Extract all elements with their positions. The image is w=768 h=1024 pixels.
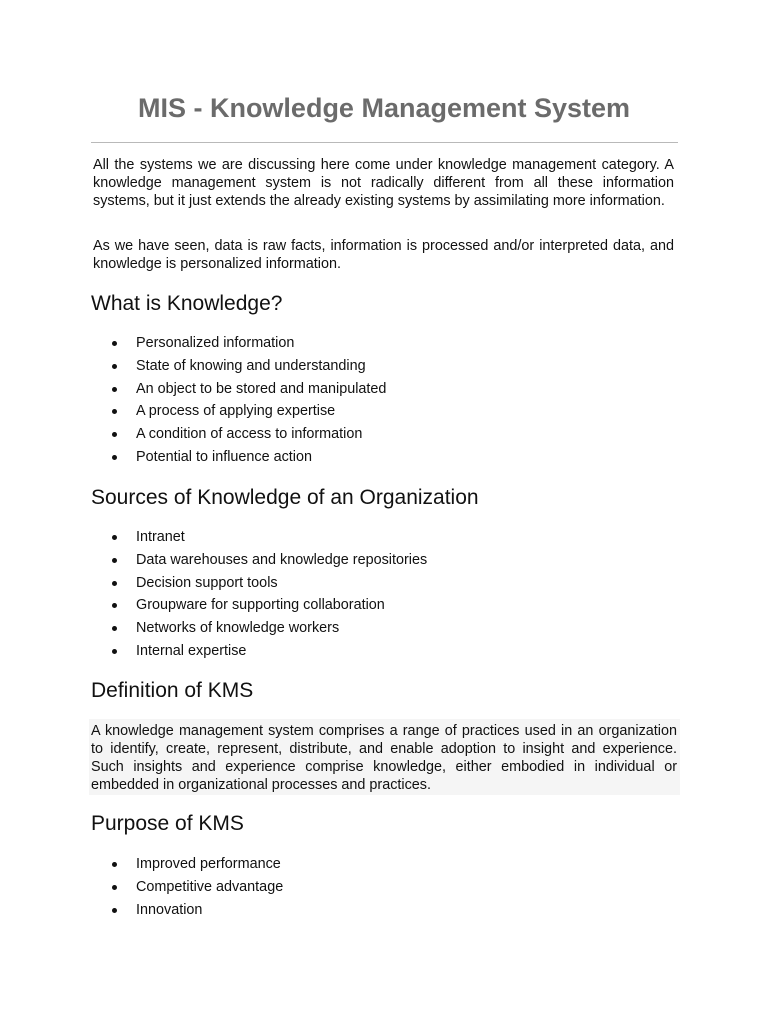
list-item-text: Innovation: [136, 901, 203, 918]
bullet-icon: [112, 409, 117, 414]
list-item: [112, 853, 283, 876]
list-item-text: A condition of access to information: [136, 426, 363, 443]
list-item: [112, 617, 427, 640]
list-item: [112, 378, 386, 401]
list-item: [112, 423, 386, 446]
list-item-text: Personalized information: [136, 335, 295, 351]
list-item-text: Intranet: [136, 529, 185, 545]
bullet-icon: [112, 862, 117, 867]
list-item-text: Internal expertise: [136, 642, 247, 659]
purpose-of-kms-list: [112, 853, 283, 921]
list-item: [112, 572, 427, 595]
intro-paragraph-2: As we have seen, data is raw facts, information is processed and/or interpreted data, and knowledge is personalized information.: [93, 238, 674, 272]
bullet-icon: [112, 908, 117, 913]
list-item: [112, 876, 283, 899]
list-item: [112, 400, 386, 423]
list-item: [112, 446, 386, 469]
list-item: [112, 332, 386, 355]
bullet-icon: [112, 885, 117, 890]
list-item-text: Groupware for supporting collaboration: [136, 597, 385, 614]
list-item-text: Data warehouses and knowledge repositories: [136, 551, 428, 568]
list-item-text: Decision support tools: [136, 574, 278, 591]
list-item-text: An object to be stored and manipulated: [136, 380, 387, 397]
bullet-icon: [112, 649, 117, 654]
section-heading-what-is-knowledge: What is Knowledge?: [91, 292, 283, 315]
list-item: [112, 549, 427, 572]
list-item: [112, 594, 427, 617]
bullet-icon: [112, 455, 117, 460]
list-item: [112, 640, 427, 663]
list-item-text: State of knowing and understanding: [136, 357, 366, 374]
section-heading-definition-of-kms: Definition of KMS: [91, 679, 254, 702]
list-item: [112, 899, 283, 922]
definition-paragraph: A knowledge management system comprises a range of practices used in an organization to identify, create, represent, distribute, and enable adoption to insight and experience. Such insights and experience comprise knowledge, either embodied in individual or embedded in organizational processes and practices.: [91, 723, 677, 793]
bullet-icon: [112, 581, 117, 586]
list-item: [112, 355, 386, 378]
list-item-text: Networks of knowledge workers: [136, 620, 340, 637]
bullet-icon: [112, 603, 117, 608]
bullet-icon: [112, 535, 117, 540]
bullet-icon: [112, 364, 117, 369]
list-item-text: Improved performance: [136, 856, 281, 872]
bullet-icon: [112, 387, 117, 392]
page-title: MIS - Knowledge Management System: [137, 93, 631, 123]
list-item: [112, 526, 427, 549]
what-is-knowledge-list: [112, 332, 386, 469]
bullet-icon: [112, 558, 117, 563]
intro-paragraph-1: All the systems we are discussing here come under knowledge management category. A knowledge management system is not radically different from all these information systems, but it just extends the already existing systems by assimilating more information.: [93, 157, 674, 209]
sources-of-knowledge-list: [112, 526, 427, 663]
title-divider: [91, 142, 678, 143]
list-item-text: Competitive advantage: [136, 878, 284, 895]
bullet-icon: [112, 626, 117, 631]
section-heading-sources-of-knowledge: Sources of Knowledge of an Organization: [91, 486, 479, 509]
bullet-icon: [112, 432, 117, 437]
list-item-text: Potential to influence action: [136, 448, 313, 465]
section-heading-purpose-of-kms: Purpose of KMS: [91, 812, 244, 835]
bullet-icon: [112, 341, 117, 346]
list-item-text: A process of applying expertise: [136, 403, 336, 420]
